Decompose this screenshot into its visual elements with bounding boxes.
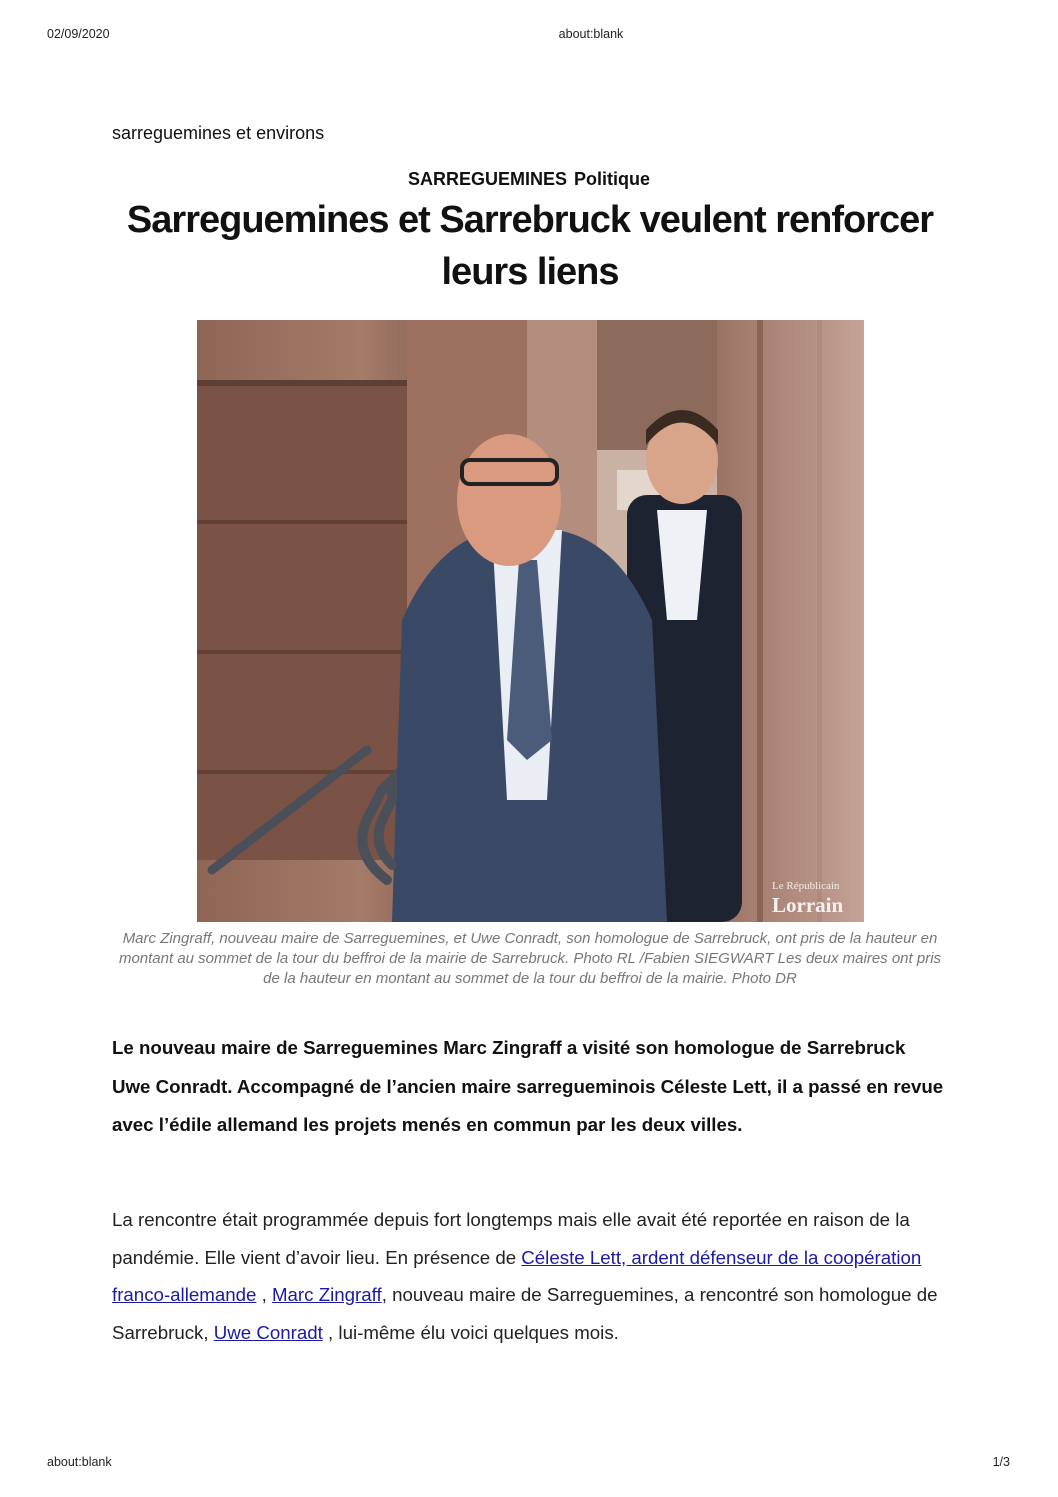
article-lead: Le nouveau maire de Sarreguemines Marc Zingraff a visité son homologue de Sarrebruck Uwe Conradt. Accompagné de l’ancien maire sarregueminois Céleste Lett, il a passé en revue avec l’édile allemand les projets menés en commun par les deux villes. [112,1037,944,1135]
print-header-url: about:blank [558,27,624,41]
body-text: , [256,1284,272,1305]
link-uwe-conradt[interactable]: Uwe Conradt [213,1321,323,1343]
photo-watermark-line1: Le Républicain [772,880,840,892]
section-label: sarreguemines et environs [112,123,325,143]
photo-watermark-line2: Lorrain [772,893,844,917]
kicker-category: Politique [574,169,651,189]
body-text: La rencontre était programmée depuis fort longtemps mais elle avait été reportée en raison de la pandémie. Elle vient d’avoir lieu. En présence de [112,1209,910,1268]
print-footer-page-number: 1/3 [992,1455,1010,1469]
link-celeste-lett[interactable]: Céleste Lett, ardent défenseur de la coopération franco-allemande [112,1246,922,1305]
link-marc-zingraff[interactable]: Marc Zingraff [271,1284,382,1305]
article-photo [197,320,864,922]
article-headline: Sarreguemines et Sarrebruck veulent renforcer leurs liens [126,199,934,293]
photo-caption: Marc Zingraff, nouveau maire de Sarreguemines, et Uwe Conradt, son homologue de Sarrebruck, ont pris de la hauteur en montant au sommet de la tour du beffroi de la mairie de Sarrebruck. Photo RL /Fabien SIEGWART Les deux maires ont pris de la hauteur en montant au sommet de la tour du beffroi de la mairie. Photo DR [118,930,942,987]
print-footer-url: about:blank [47,1455,112,1469]
print-header-date: 02/09/2020 [47,27,110,41]
body-text: , nouveau maire de Sarreguemines, a rencontré son homologue de Sarrebruck, [112,1284,938,1343]
article-kicker [0,169,1058,190]
article-body-paragraph [112,1201,952,1351]
kicker-city: SARREGUEMINES [407,169,568,189]
body-text: , lui-même élu voici quelques mois. [322,1321,619,1343]
